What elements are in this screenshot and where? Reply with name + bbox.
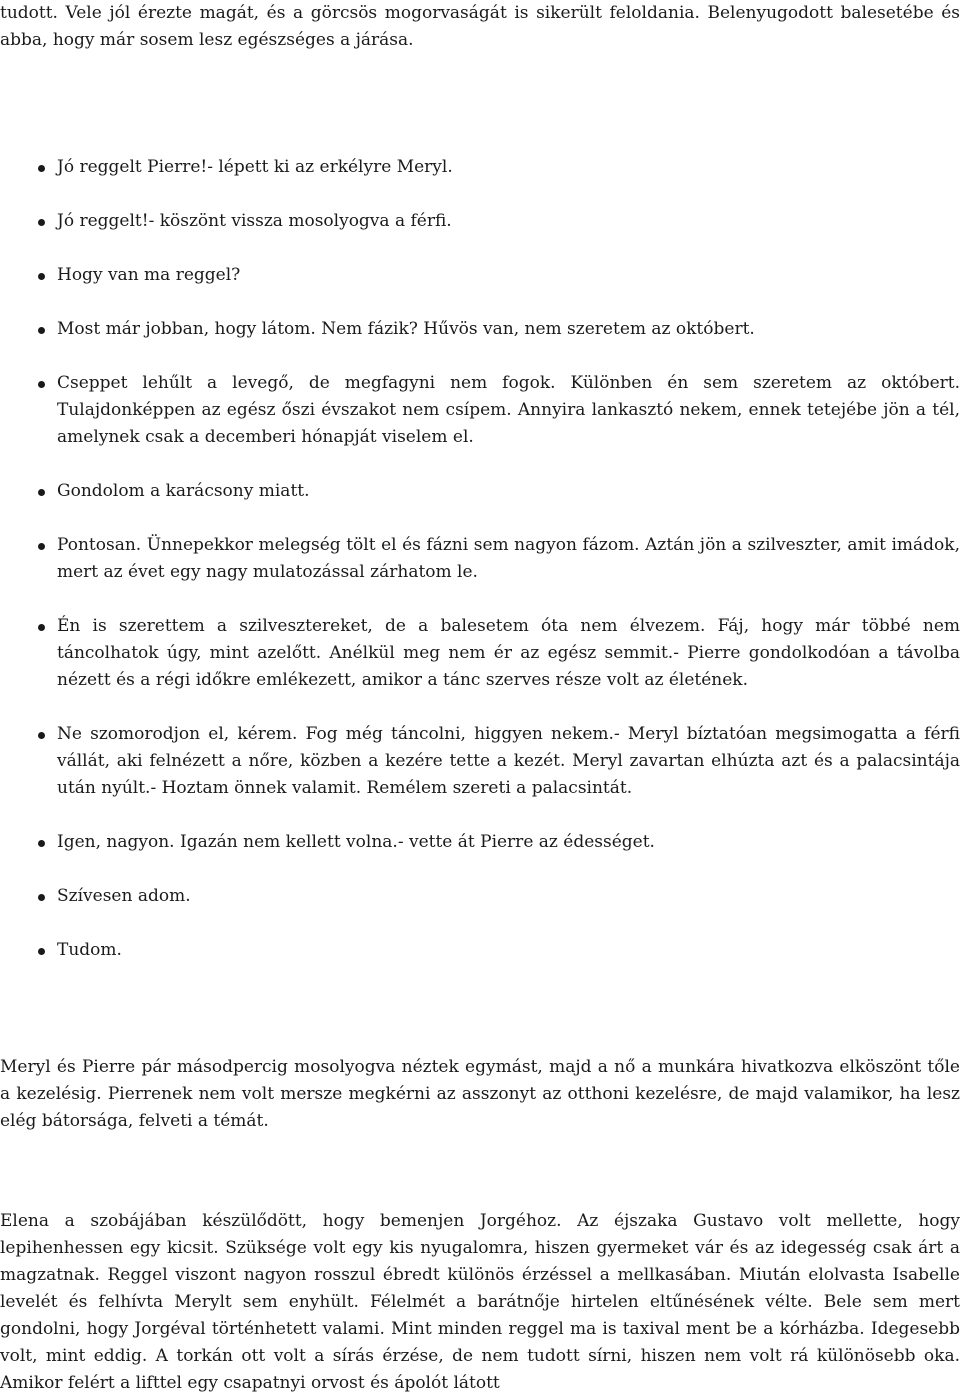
dialogue-item xyxy=(0,154,960,181)
dialogue-item xyxy=(0,208,960,235)
dialogue-text: Jó reggelt Pierre!- lépett ki az erkélyre Meryl. xyxy=(57,157,453,177)
bullet-icon xyxy=(38,624,45,631)
bullet-icon xyxy=(38,543,45,550)
dialogue-item xyxy=(0,883,960,910)
bullet-icon xyxy=(38,381,45,388)
dialogue-text: Hogy van ma reggel? xyxy=(57,265,241,285)
bullet-icon xyxy=(38,273,45,280)
dialogue-item xyxy=(0,262,960,289)
bullet-icon xyxy=(38,219,45,226)
dialogue-item xyxy=(0,613,960,694)
bullet-icon xyxy=(38,948,45,955)
intro-paragraph: tudott. Vele jól érezte magát, és a görcsös mogorvaságát is sikerült feloldania. Belenyugodott balesetébe és abba, hogy már sosem lesz egészséges a járása. xyxy=(0,3,960,50)
dialogue-item xyxy=(0,937,960,964)
dialogue-text: Most már jobban, hogy látom. Nem fázik? Hűvös van, nem szeretem az októbert. xyxy=(57,319,755,339)
dialogue-text: Cseppet lehűlt a levegő, de megfagyni nem fogok. Különben én sem szeretem az októbert. Tulajdonképpen az egész őszi évszakot nem csípem. Annyira lankasztó nekem, ennek tetejébe jön a tél, amelynek csak a decemberi hónapját viselem el. xyxy=(57,373,960,447)
narrative-paragraph: Elena a szobájában készülődött, hogy bemenjen Jorgéhoz. Az éjszaka Gustavo volt mellette, hogy lepihenhessen egy kicsit. Szüksége volt egy kis nyugalomra, hiszen gyermeket vár és az idegesség csak árt a magzatnak. Reggel viszont nagyon rosszul ébredt különös érzéssel a mellkasában. Miután elolvasta Isabelle levelét és felhívta Merylt sem enyhült. Félelmét a barátnője hirtelen eltűnésének vélte. Bele sem mert gondolni, hogy Jorgéval történhetett valami. Mint minden reggel ma is taxival ment be a kórházba. Idegesebb volt, mint eddig. A torkán ott volt a sírás érzése, de nem tudott sírni, hiszen nem volt rá különösebb oka. Amikor felért a lifttel egy csapatnyi orvost és ápolót látott xyxy=(0,1211,960,1393)
bullet-icon xyxy=(38,894,45,901)
dialogue-item xyxy=(0,478,960,505)
dialogue-text: Tudom. xyxy=(57,940,122,960)
dialogue-text: Én is szerettem a szilvesztereket, de a balesetem óta nem élvezem. Fáj, hogy már többé nem táncolhatok úgy, mint azelőtt. Anélkül meg nem ér az egész semmit.- Pierre gondolkodóan a távolba nézett és a régi időkre emlékezett, amikor a tánc szerves része volt az életének. xyxy=(57,616,960,690)
dialogue-text: Pontosan. Ünnepekkor melegség tölt el és fázni sem nagyon fázom. Aztán jön a szilveszter, amit imádok, mert az évet egy nagy mulatozással zárhatom le. xyxy=(57,535,960,582)
dialogue-text: Ne szomorodjon el, kérem. Fog még táncolni, higgyen nekem.- Meryl bíztatóan megsimogatta a férfi vállát, aki felnézett a nőre, közben a kezére tette a kezét. Meryl zavartan elhúzta azt és a palacsintája után nyúlt.- Hoztam önnek valamit. Remélem szereti a palacsintát. xyxy=(57,724,960,798)
bullet-icon xyxy=(38,327,45,334)
dialogue-item xyxy=(0,316,960,343)
dialogue-item xyxy=(0,829,960,856)
dialogue-text: Gondolom a karácsony miatt. xyxy=(57,481,310,501)
dialogue-list xyxy=(0,154,960,991)
dialogue-item xyxy=(0,721,960,802)
dialogue-text: Szívesen adom. xyxy=(57,886,191,906)
bullet-icon xyxy=(38,489,45,496)
narrative-paragraph: Meryl és Pierre pár másodpercig mosolyogva néztek egymást, majd a nő a munkára hivatkozva elköszönt tőle a kezelésig. Pierrenek nem volt mersze megkérni az asszonyt az otthoni kezelésre, de majd valamikor, ha lesz elég bátorsága, felveti a témát. xyxy=(0,1057,960,1131)
dialogue-item xyxy=(0,370,960,451)
dialogue-item xyxy=(0,532,960,586)
dialogue-text: Jó reggelt!- köszönt vissza mosolyogva a férfi. xyxy=(57,211,452,231)
dialogue-text: Igen, nagyon. Igazán nem kellett volna.- vette át Pierre az édességet. xyxy=(57,832,655,852)
bullet-icon xyxy=(38,840,45,847)
bullet-icon xyxy=(38,165,45,172)
bullet-icon xyxy=(38,732,45,739)
